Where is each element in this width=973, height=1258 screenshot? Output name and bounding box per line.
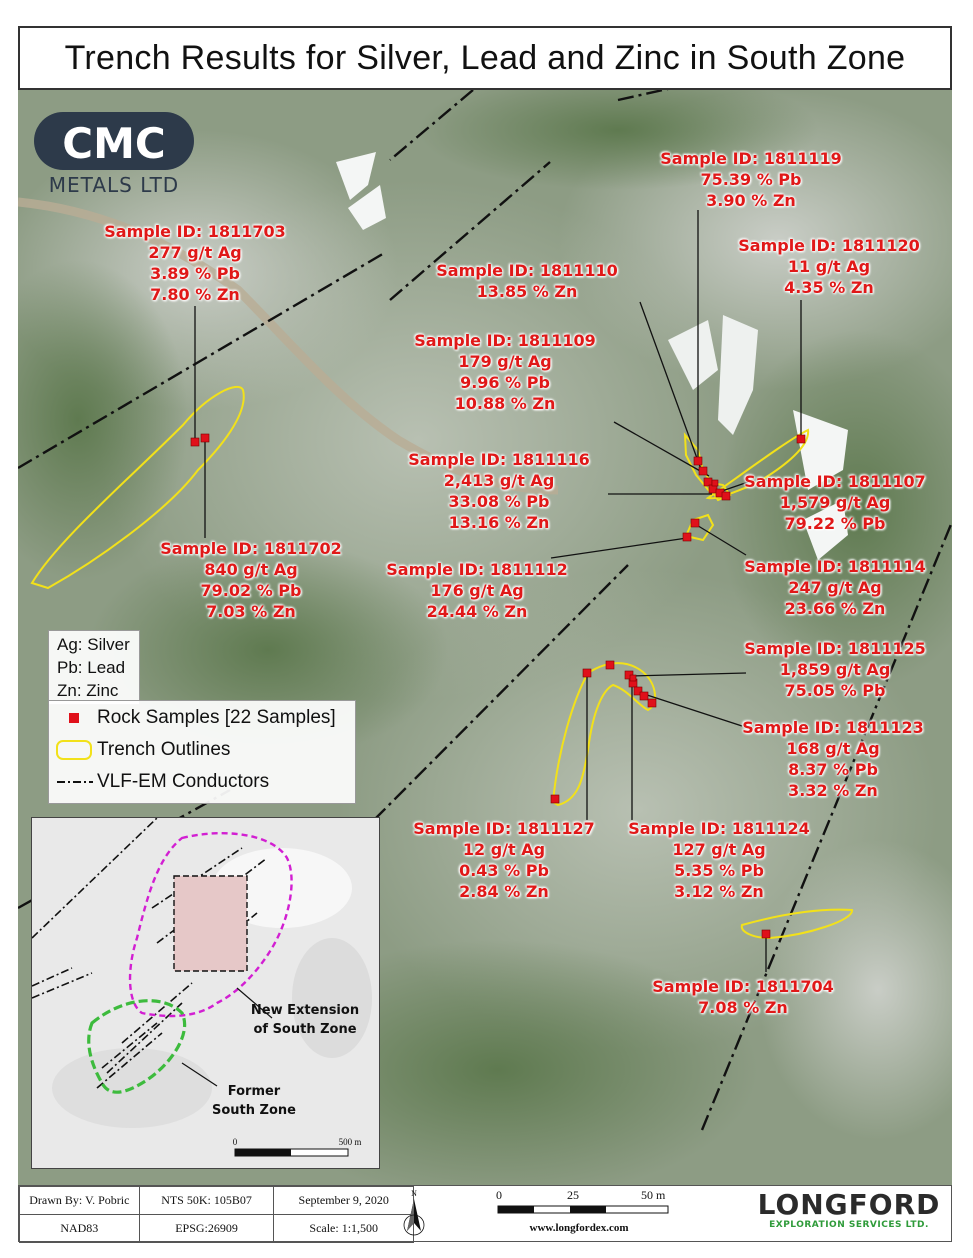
- datum: NAD83: [20, 1215, 140, 1243]
- longford-logo: [749, 1188, 949, 1240]
- label-line: Sample ID: 1811702: [160, 539, 342, 558]
- legend-rock-samples-label: Rock Samples [22 Samples]: [97, 707, 336, 728]
- label-line: Sample ID: 1811120: [738, 236, 920, 255]
- sample-label-1811123: [740, 717, 926, 801]
- label-line: 9.96 % Pb: [460, 373, 550, 392]
- label-line: 168 g/t Ag: [786, 739, 880, 758]
- company-subtitle: EXPLORATION SERVICES LTD.: [769, 1220, 929, 1230]
- label-line: 2,413 g/t Ag: [443, 471, 555, 490]
- label-line: 1,859 g/t Ag: [779, 660, 891, 679]
- scale-tick-50: 50 m: [641, 1188, 666, 1202]
- north-arrow-icon: [399, 1187, 429, 1241]
- label-line: Sample ID: 1811116: [408, 450, 590, 469]
- label-line: Sample ID: 1811112: [386, 560, 568, 579]
- label-line: Sample ID: 1811110: [436, 261, 618, 280]
- label-line: 11 g/t Ag: [787, 257, 871, 276]
- legend-trench-outlines-label: Trench Outlines: [97, 739, 231, 760]
- legend-rock-samples: [49, 703, 355, 733]
- map-panel: [18, 90, 952, 1185]
- trench-outline-icon: [53, 735, 97, 765]
- company-name: LONGFORD: [757, 1188, 941, 1221]
- scale-tick-0: 0: [496, 1188, 502, 1202]
- label-line: Sample ID: 1811125: [744, 639, 926, 658]
- epsg-code: EPSG:26909: [139, 1215, 274, 1243]
- abbr-silver: Ag: Silver: [57, 635, 130, 654]
- label-line: 1,579 g/t Ag: [779, 493, 891, 512]
- legend-trench-outlines: [49, 735, 355, 765]
- website-url: www.longfordex.com: [529, 1222, 629, 1234]
- label-line: 2.84 % Zn: [459, 882, 549, 901]
- label-line: 3.89 % Pb: [150, 264, 240, 283]
- label-line: Sample ID: 1811123: [742, 718, 924, 737]
- label-line: 7.03 % Zn: [206, 602, 296, 621]
- inset-scale-start: 0: [232, 1137, 238, 1147]
- label-line: 176 g/t Ag: [430, 581, 524, 600]
- sample-label-1811114: [742, 556, 928, 619]
- map-title: Trench Results for Silver, Lead and Zinc in South Zone: [64, 39, 906, 77]
- new-extension-label-1: New Extension: [250, 1003, 360, 1018]
- footer-scale-bar: [489, 1188, 679, 1222]
- former-zone-label-1: Former: [227, 1084, 281, 1099]
- label-line: Sample ID: 1811703: [104, 222, 286, 241]
- label-line: 13.16 % Zn: [448, 513, 550, 532]
- label-line: 13.85 % Zn: [476, 282, 578, 301]
- sample-label-1811127: [411, 818, 597, 902]
- abbr-zinc: Zn: Zinc: [57, 681, 119, 700]
- map-date: September 9, 2020: [274, 1187, 414, 1215]
- scale-bar-graphic: [497, 1204, 677, 1216]
- label-line: 33.08 % Pb: [448, 492, 550, 511]
- label-line: 0.43 % Pb: [459, 861, 549, 880]
- map-info-table: [19, 1186, 414, 1243]
- label-line: 4.35 % Zn: [784, 278, 874, 297]
- new-extension-box: [174, 876, 247, 971]
- label-line: 79.22 % Pb: [784, 514, 886, 533]
- label-line: 840 g/t Ag: [204, 560, 298, 579]
- north-letter: N: [411, 1189, 417, 1198]
- cmc-logo: [30, 110, 210, 200]
- label-line: 3.12 % Zn: [674, 882, 764, 901]
- map-legend: [48, 700, 356, 804]
- inset-map: [31, 817, 380, 1169]
- label-line: 127 g/t Ag: [672, 840, 766, 859]
- label-line: 10.88 % Zn: [454, 394, 556, 413]
- red-square-icon: [59, 703, 99, 733]
- label-line: 3.32 % Zn: [788, 781, 878, 800]
- logo-initials: CMC: [62, 119, 166, 168]
- sample-label-1811702: [158, 538, 344, 622]
- sample-label-1811109: [412, 330, 598, 414]
- map-scale: Scale: 1:1,500: [274, 1215, 414, 1243]
- label-line: 12 g/t Ag: [462, 840, 546, 859]
- label-line: 24.44 % Zn: [426, 602, 528, 621]
- sample-label-1811704: [650, 976, 836, 1018]
- inset-map-drawing: [32, 818, 380, 1169]
- map-footer: [18, 1185, 952, 1242]
- sample-label-1811116: [406, 449, 592, 533]
- dash-dot-line-icon: [53, 767, 97, 797]
- label-line: 7.80 % Zn: [150, 285, 240, 304]
- label-line: Sample ID: 1811124: [628, 819, 810, 838]
- sample-label-1811110: [434, 260, 620, 302]
- label-line: 23.66 % Zn: [784, 599, 886, 618]
- label-line: Sample ID: 1811704: [652, 977, 834, 996]
- label-line: 7.08 % Zn: [698, 998, 788, 1017]
- legend-vlf-conductors-label: VLF-EM Conductors: [97, 771, 270, 792]
- abbreviation-legend: [48, 630, 140, 705]
- former-zone-label-2: South Zone: [212, 1103, 296, 1118]
- label-line: Sample ID: 1811107: [744, 472, 926, 491]
- label-line: 179 g/t Ag: [458, 352, 552, 371]
- inset-scale-end: 500 m: [338, 1137, 362, 1147]
- label-line: Sample ID: 1811127: [413, 819, 595, 838]
- label-line: 75.05 % Pb: [784, 681, 886, 700]
- label-line: 8.37 % Pb: [788, 760, 878, 779]
- sample-label-1811112: [384, 559, 570, 622]
- sample-label-1811119: [658, 148, 844, 211]
- scale-tick-25: 25: [567, 1188, 579, 1202]
- sample-label-1811120: [736, 235, 922, 298]
- abbr-lead: Pb: Lead: [57, 658, 126, 677]
- label-line: Sample ID: 1811114: [744, 557, 926, 576]
- new-extension-label-2: of South Zone: [253, 1022, 357, 1037]
- sample-label-1811107: [742, 471, 928, 534]
- label-line: Sample ID: 1811109: [414, 331, 596, 350]
- nts-sheet: NTS 50K: 105B07: [139, 1187, 274, 1215]
- title-box: [18, 26, 952, 90]
- label-line: 247 g/t Ag: [788, 578, 882, 597]
- logo-name: METALS LTD: [48, 173, 180, 197]
- drawn-by: Drawn By: V. Pobric: [20, 1187, 140, 1215]
- label-line: 5.35 % Pb: [674, 861, 764, 880]
- sample-label-1811703: [102, 221, 288, 305]
- label-line: 3.90 % Zn: [706, 191, 796, 210]
- legend-vlf-conductors: [49, 767, 355, 797]
- label-line: 277 g/t Ag: [148, 243, 242, 262]
- sample-label-1811125: [742, 638, 928, 701]
- label-line: 75.39 % Pb: [700, 170, 802, 189]
- sample-label-1811124: [626, 818, 812, 902]
- label-line: 79.02 % Pb: [200, 581, 302, 600]
- label-line: Sample ID: 1811119: [660, 149, 842, 168]
